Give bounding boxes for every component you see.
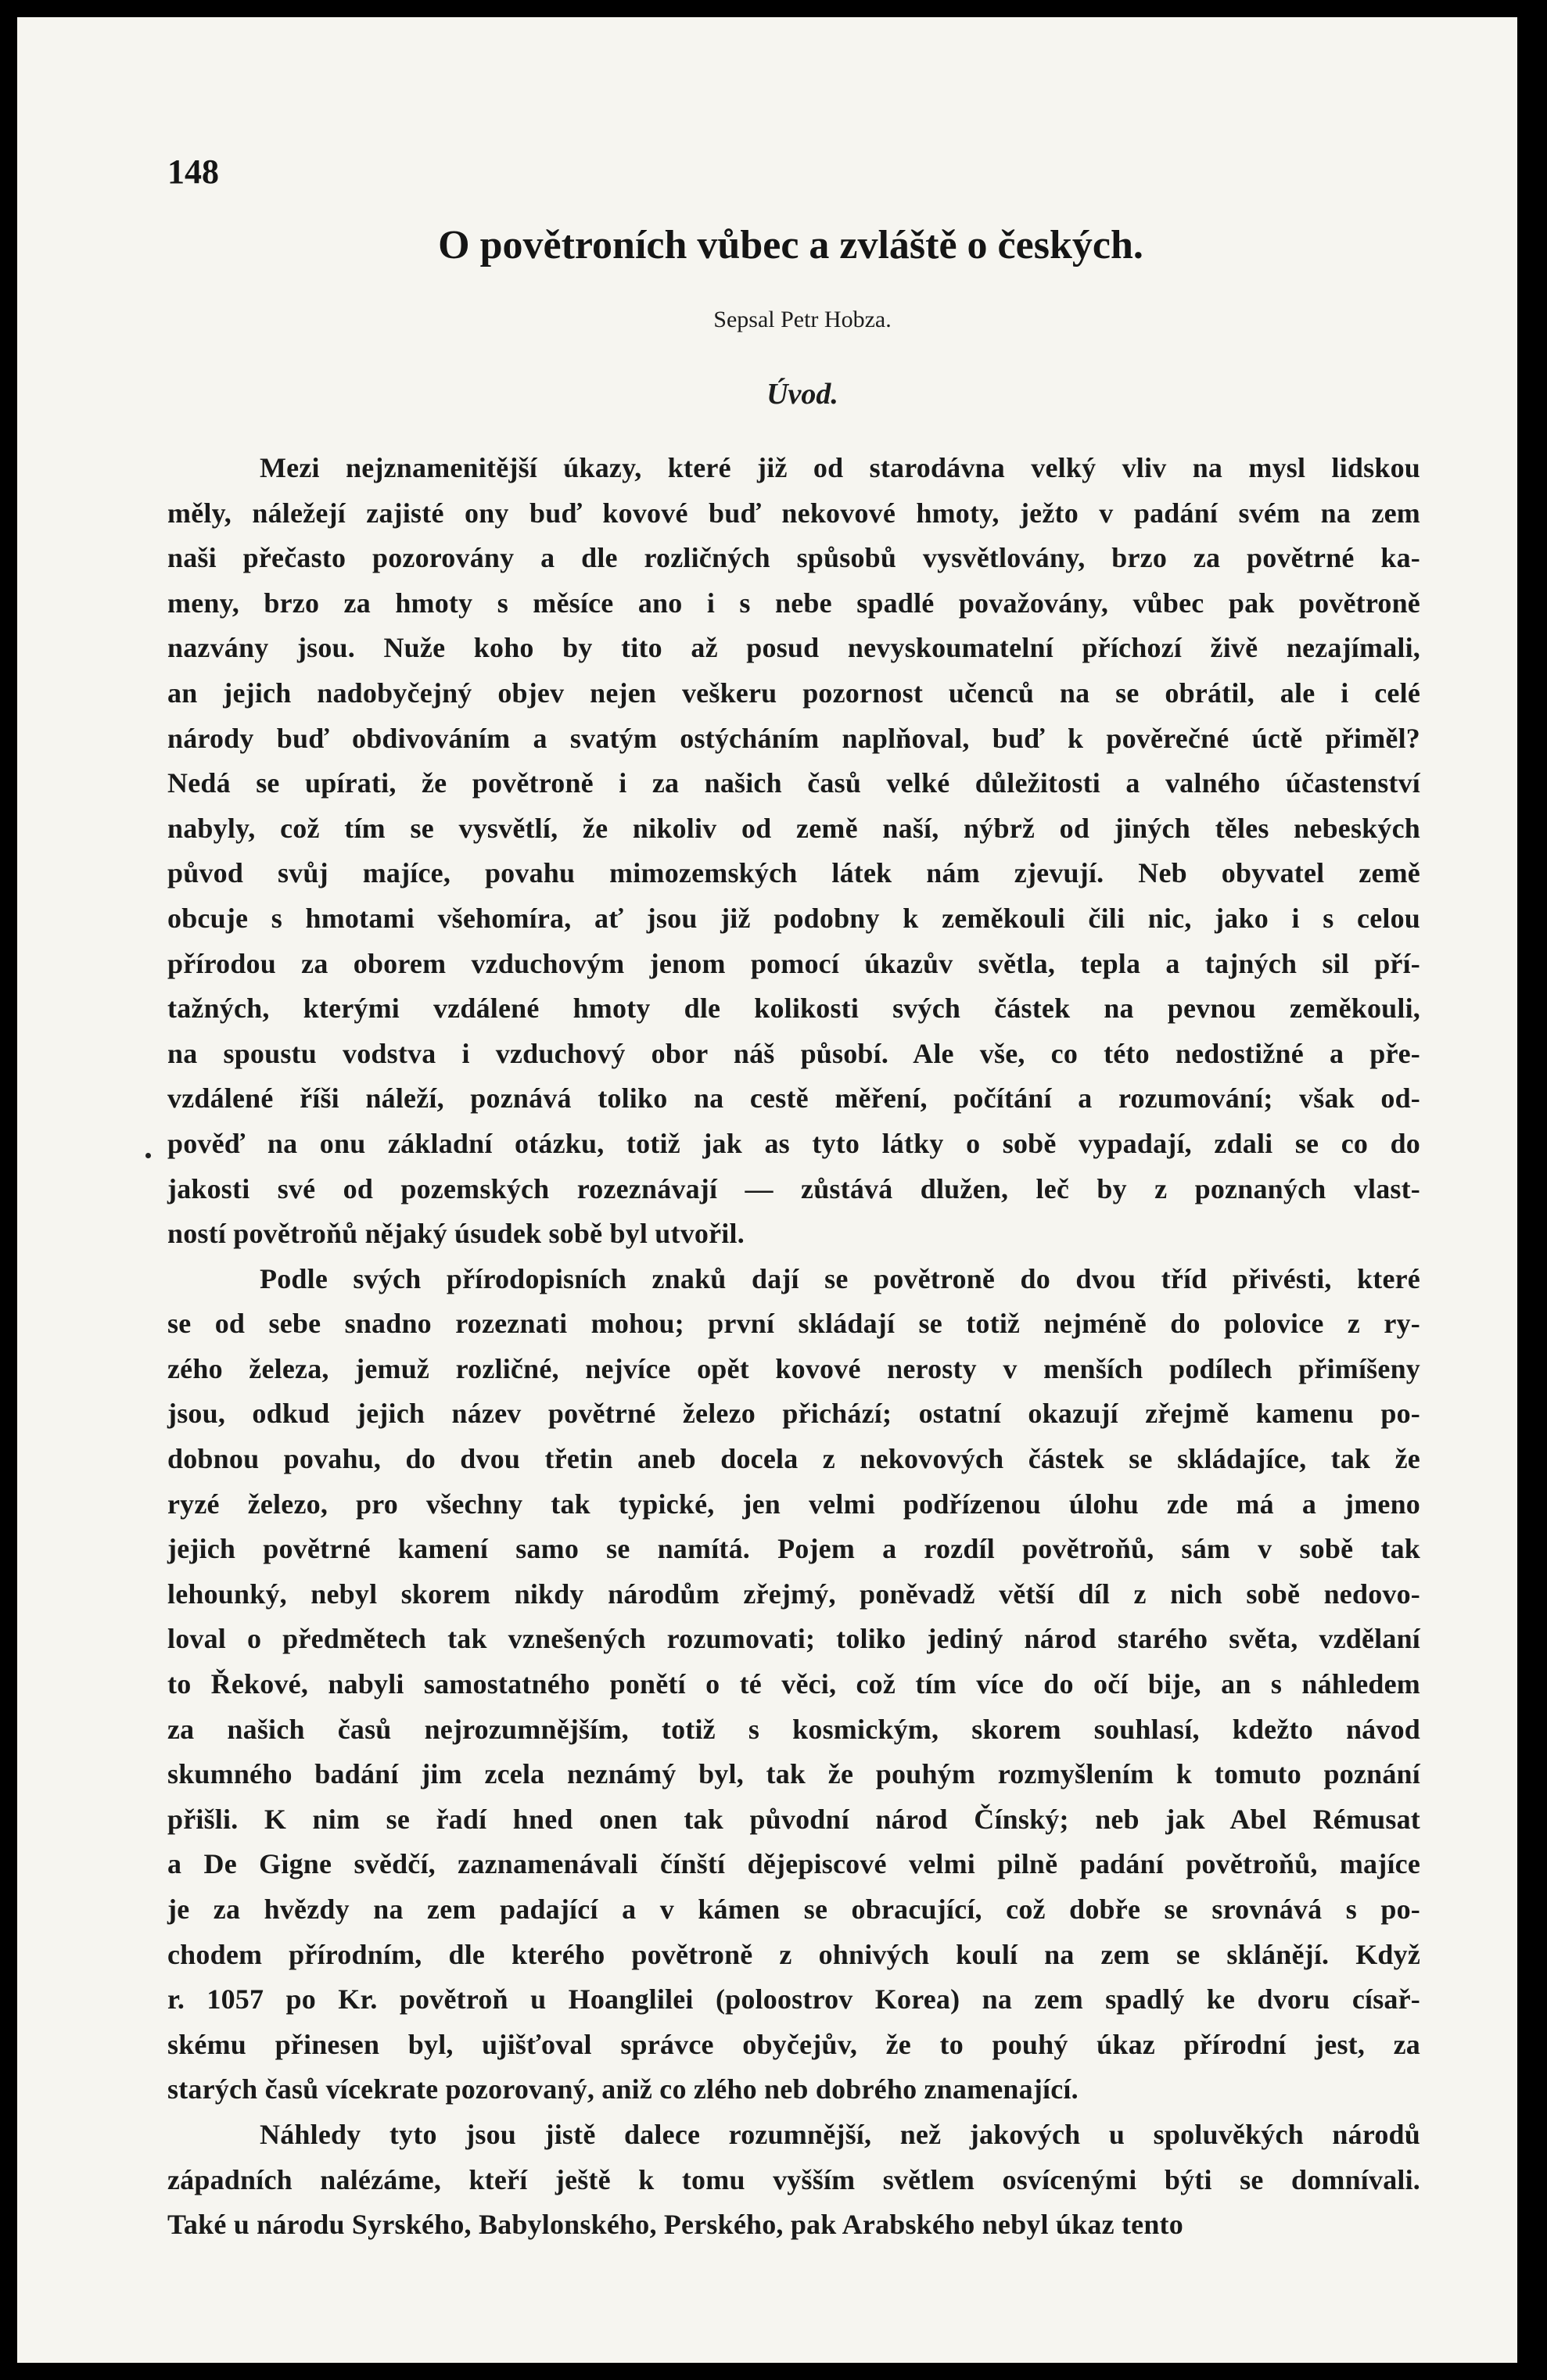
article-title: O povětroních vůbec a zvláště o českých.	[438, 223, 1143, 267]
text-line: Náhledy tyto jsou jistě dalece rozumnější, než jakových u spoluvěkých národů	[260, 2118, 1420, 2150]
text-line: skému přinesen byl, ujišťoval správce obyčejův, že to pouhý úkaz přírodní jest, za	[167, 2028, 1420, 2060]
text-line: tažných, kterými vzdálené hmoty dle kolikosti svých částek na pevnou zeměkouli,	[167, 993, 1420, 1025]
text-line: naši přečasto pozorovány a dle rozličných spůsobů vysvětlovány, brzo za povětrné ka-	[167, 542, 1420, 574]
text-line: dobnou povahu, do dvou třetin aneb docela z nekovových částek se skládajíce, tak že	[167, 1443, 1420, 1475]
author-byline: Sepsal Petr Hobza.	[713, 307, 892, 332]
text-line: měly, náležejí zajisté ony buď kovové buď nekovové hmoty, ježto v padání svém na zem	[167, 497, 1420, 529]
text-line: národy buď obdivováním a svatým ostýcháním naplňoval, buď k pověrečné úctě přiměl?	[167, 722, 1420, 754]
text-line: lehounký, nebyl skorem nikdy národům zřejmý, poněvadž větší díl z nich sobě nedovo-	[167, 1578, 1420, 1610]
text-line: původ svůj majíce, povahu mimozemských látek nám zjevují. Neb obyvatel země	[167, 857, 1420, 889]
text-line: chodem přírodním, dle kterého povětroně z ohnivých koulí na zem se sklánějí. Když	[167, 1938, 1420, 1970]
text-line: vzdálené říši náleží, poznává toliko na cestě měření, počítání a rozumování; však od-	[167, 1082, 1420, 1115]
section-heading: Úvod.	[766, 378, 838, 411]
text-line: přišli. K nim se řadí hned onen tak původní národ Čínský; neb jak Abel Rémusat	[167, 1803, 1420, 1835]
paragraph	[167, 2113, 1420, 2248]
text-line: jakosti své od pozemských rozeznávají — zůstává dlužen, leč by z poznaných vlast-	[167, 1172, 1420, 1204]
text-line: Také u národu Syrského, Babylonského, Perského, pak Arabského nebyl úkaz tento	[167, 2209, 1183, 2241]
page-number: 148	[167, 153, 219, 191]
text-line: Podle svých přírodopisních znaků dají se povětroně do dvou tříd přivésti, které	[260, 1262, 1420, 1294]
text-line: na spoustu vodstva i vzduchový obor náš působí. Ale vše, co této nedostižné a pře-	[167, 1037, 1420, 1069]
text-line: loval o předmětech tak vznešených rozumovati; toliko jediný národ starého světa, vzdělaní	[167, 1623, 1420, 1655]
book-page	[17, 17, 1517, 2363]
text-line: západních nalézáme, kteří ještě k tomu vyšším světlem osvícenými býti se domnívali.	[167, 2163, 1420, 2195]
text-line: meny, brzo za hmoty s měsíce ano i s nebe spadlé považovány, vůbec pak povětroně	[167, 587, 1420, 619]
text-line: zého železa, jemuž rozličné, nejvíce opět kovové nerosty v menších podílech přimíšeny	[167, 1352, 1420, 1384]
text-line: je za hvězdy na zem padající a v kámen se obracující, což dobře se srovnává s po-	[167, 1894, 1420, 1925]
text-line: skumného badání jim zcela neznámý byl, tak že pouhým rozmyšlením k tomuto poznání	[167, 1758, 1420, 1790]
text-line: se od sebe snadno rozeznati mohou; první skládají se totiž nejméně do polovice z ry-	[167, 1308, 1420, 1340]
text-line: nabyly, což tím se vysvětlí, že nikoliv od země naší, nýbrž od jiných těles nebeských	[167, 812, 1420, 844]
text-line: pověď na onu základní otázku, totiž jak as tyto látky o sobě vypadají, zdali se co do	[167, 1127, 1420, 1159]
text-line: jejich povětrné kamení samo se namítá. Pojem a rozdíl povětroňů, sám v sobě tak	[167, 1533, 1420, 1565]
text-line: ností povětroňů nějaký úsudek sobě byl utvořil.	[167, 1218, 745, 1250]
text-line: an jejich nadobyčejný objev nejen veškeru pozornost učenců na se obrátil, ale i celé	[167, 677, 1420, 709]
text-line: Nedá se upírati, že povětroně i za našich časů velké důležitosti a valného účastenství	[167, 767, 1420, 799]
text-line: obcuje s hmotami všehomíra, ať jsou již podobny k zeměkouli čili nic, jako i s celou	[167, 902, 1420, 934]
text-line: r. 1057 po Kr. povětroň u Hoanglilei (poloostrov Korea) na zem spadlý ke dvoru císař-	[167, 1983, 1420, 2016]
text-line: ryzé železo, pro všechny tak typické, jen velmi podřízenou úlohu zde má a jmeno	[167, 1488, 1420, 1520]
text-line: za našich časů nejrozumnějším, totiž s kosmickým, skorem souhlasí, kdežto návod	[167, 1713, 1420, 1745]
text-line: přírodou za oborem vzduchovým jenom pomocí úkazův světla, tepla a tajných sil pří-	[167, 947, 1420, 979]
text-line: a De Gigne svědčí, zaznamenávali čínští dějepiscové velmi pilně padání povětroňů, majíce	[167, 1848, 1420, 1880]
paragraph	[167, 446, 1420, 1257]
body-text	[167, 446, 1420, 2248]
stray-ink-dot	[145, 1153, 151, 1158]
text-line: nazvány jsou. Nuže koho by tito až posud nevyskoumatelní příchozí živě nezajímali,	[167, 632, 1420, 664]
text-line: jsou, odkud jejich název povětrné železo přichází; ostatní okazují zřejmě kamenu po-	[167, 1398, 1420, 1430]
text-line: to Řekové, nabyli samostatného ponětí o té věci, což tím více do očí bije, an s náhledem	[167, 1668, 1420, 1700]
paragraph	[167, 1257, 1420, 2113]
text-line: starých časů vícekrate pozorovaný, aniž co zlého neb dobrého znamenající.	[167, 2073, 1079, 2105]
text-line: Mezi nejznamenitější úkazy, které již od starodávna velký vliv na mysl lidskou	[260, 452, 1420, 483]
